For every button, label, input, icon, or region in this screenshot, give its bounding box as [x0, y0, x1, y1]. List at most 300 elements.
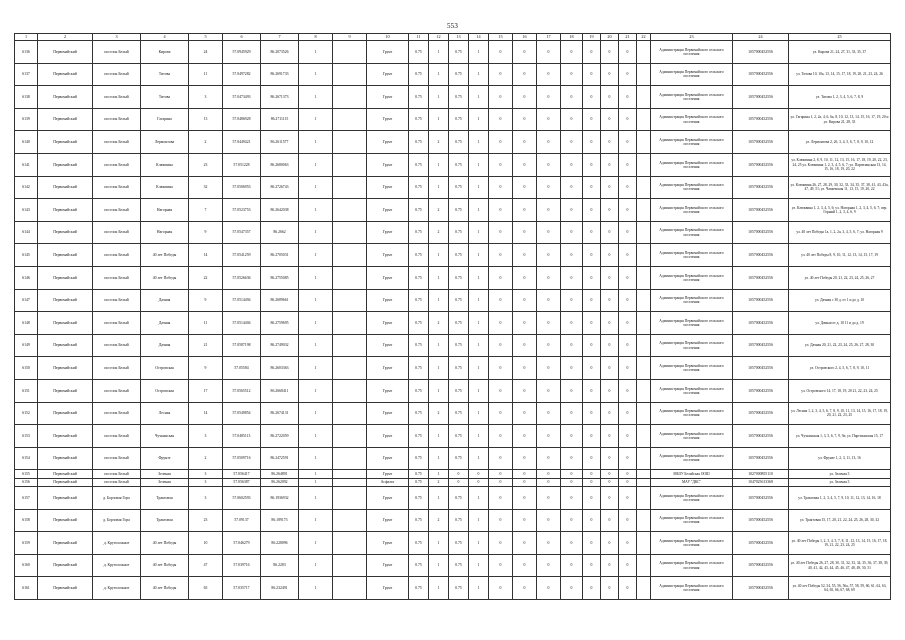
table-cell: Грунт: [367, 176, 409, 199]
table-cell: 0: [513, 289, 537, 312]
table-cell: 0: [537, 312, 561, 335]
table-cell: Асфальт: [367, 478, 409, 486]
table-cell: Грунт: [367, 63, 409, 86]
table-cell: 1: [469, 153, 489, 176]
table-cell: 0.75: [409, 447, 429, 470]
table-cell: 23: [189, 509, 223, 532]
table-cell: 86.2722059: [261, 425, 299, 448]
table-cell: 0.75: [409, 153, 429, 176]
table-cell: 0: [619, 577, 637, 600]
table-cell: ул. Трактовая 15, 17, 20, 21, 22, 24, 25, 26, 28, 30, 32: [789, 509, 891, 532]
table-cell: 0: [513, 108, 537, 131]
table-cell: Первомайский: [38, 131, 93, 154]
table-cell: 0: [601, 289, 619, 312]
table-cell: 0: [583, 509, 601, 532]
table-cell: 0.75: [409, 357, 429, 380]
table-cell: 6151: [15, 379, 38, 402]
table-cell: 86.2759695: [261, 312, 299, 335]
table-cell: 1: [429, 289, 449, 312]
table-cell: [637, 509, 651, 532]
table-cell: 86.232491: [261, 577, 299, 600]
table-cell: Грунт: [367, 334, 409, 357]
table-cell: 0: [561, 41, 583, 64]
table-cell: Грунт: [367, 402, 409, 425]
table-cell: Администрация Первомайского сельского поселения: [651, 554, 733, 577]
table-cell: Первомайский: [38, 266, 93, 289]
column-header: 12: [429, 34, 449, 41]
table-cell: Зеленая: [141, 478, 189, 486]
table-cell: 1057000452556: [733, 487, 789, 510]
table-cell: 1: [299, 487, 333, 510]
table-cell: 1057000452556: [733, 199, 789, 222]
column-header: 6: [223, 34, 261, 41]
table-cell: Администрация Первомайского сельского поселения: [651, 509, 733, 532]
table-cell: 21: [189, 334, 223, 357]
table-cell: 1: [429, 334, 449, 357]
table-cell: 1: [299, 153, 333, 176]
table-cell: 9: [189, 357, 223, 380]
table-cell: Первомайский: [38, 532, 93, 555]
table-cell: 57.0497282: [223, 63, 261, 86]
table-cell: 1: [429, 153, 449, 176]
table-cell: 0: [619, 357, 637, 380]
table-cell: 1: [429, 487, 449, 510]
table-cell: 57.0547357: [223, 221, 261, 244]
table-cell: 0.75: [449, 577, 469, 600]
table-cell: ул. Зеленая 3: [789, 478, 891, 486]
table-cell: 0: [601, 63, 619, 86]
table-cell: 3: [189, 487, 223, 510]
table-cell: [637, 86, 651, 109]
table-cell: 0: [489, 266, 513, 289]
table-cell: Дачная: [141, 289, 189, 312]
table-cell: 86.1936932: [261, 487, 299, 510]
table-cell: 0: [583, 289, 601, 312]
column-header: 25: [789, 34, 891, 41]
table-cell: 0: [561, 244, 583, 267]
table-cell: 6153: [15, 425, 38, 448]
table-cell: МБОУ Белайская ООШ: [651, 470, 733, 478]
table-cell: д. Борзовая Гора: [93, 487, 141, 510]
table-cell: поселок Белый: [93, 131, 141, 154]
table-cell: 0.75: [449, 379, 469, 402]
table-cell: Грунт: [367, 131, 409, 154]
table-cell: ул. 40 лет Победы 1, 2, 3, 4, 5, 7, 8, 11, 12, 13, 14, 15, 16, 17, 18, 19, 21, 22, 23, 24, 25: [789, 532, 891, 555]
table-cell: 0: [583, 131, 601, 154]
table-cell: 1027000855110: [733, 470, 789, 478]
table-cell: 0.75: [409, 470, 429, 478]
table-cell: 0: [619, 153, 637, 176]
table-cell: 0.75: [449, 266, 469, 289]
table-cell: 0: [619, 312, 637, 335]
table-cell: [637, 532, 651, 555]
table-cell: 0: [583, 447, 601, 470]
table-cell: Администрация Первомайского сельского поселения: [651, 334, 733, 357]
table-row: [15, 63, 891, 86]
table-cell: 0: [619, 554, 637, 577]
table-cell: 86.2689661: [261, 289, 299, 312]
table-cell: 57.0541259: [223, 244, 261, 267]
table-cell: Администрация Первомайского сельского поселения: [651, 357, 733, 380]
table-cell: 86.2726743: [261, 176, 299, 199]
table-cell: Администрация Первомайского сельского поселения: [651, 447, 733, 470]
table-cell: поселок Белый: [93, 357, 141, 380]
table-cell: [333, 509, 367, 532]
table-row: [15, 425, 891, 448]
table-cell: Островская: [141, 379, 189, 402]
column-header: 14: [469, 34, 489, 41]
table-cell: 0: [537, 131, 561, 154]
table-cell: 0: [583, 41, 601, 64]
table-cell: ул. Клюквина 2, 8, 9, 10, 11, 12, 13, 15, 16, 17, 18, 19, 20, 22, 23, 24, 25 ул. Клюквина 1, 2, 3, 4, 5, 6, 7; ул. Партизанская 13, 14, 15, 16, 18, 19, 20, 22: [789, 153, 891, 176]
table-cell: 0: [601, 108, 619, 131]
table-cell: ул. 40 лет Победы 52, 54, 55, 56, 56а, 57, 58, 59, 60, 61, 62, 63, 64, 65, 66, 67, 68, 69: [789, 577, 891, 600]
table-cell: 0: [513, 176, 537, 199]
table-cell: 0: [601, 532, 619, 555]
table-cell: 0.75: [409, 577, 429, 600]
table-cell: 0: [601, 334, 619, 357]
table-cell: 57.0509716: [223, 447, 261, 470]
table-cell: 0: [489, 357, 513, 380]
table-cell: 0: [619, 289, 637, 312]
table-cell: 0: [583, 532, 601, 555]
table-cell: Трактовая: [141, 487, 189, 510]
table-cell: 1: [429, 63, 449, 86]
table-cell: 0: [537, 478, 561, 486]
table-cell: 1: [469, 577, 489, 600]
table-cell: 86.2283: [261, 554, 299, 577]
table-cell: 1057000452556: [733, 86, 789, 109]
table-cell: ул. Титова 1, 2, 3, 4, 5, 6, 7, 8, 9: [789, 86, 891, 109]
table-cell: д. Борзовая Гора: [93, 509, 141, 532]
table-cell: поселок Белый: [93, 63, 141, 86]
table-cell: 0: [601, 478, 619, 486]
table-row: [15, 131, 891, 154]
table-cell: 0: [537, 266, 561, 289]
table-cell: ул. Дачная от д. 10 11 и до д. 19: [789, 312, 891, 335]
table-cell: 86.2680063: [261, 153, 299, 176]
table-cell: 0: [561, 478, 583, 486]
table-cell: Администрация Первомайского сельского поселения: [651, 41, 733, 64]
table-cell: 0: [619, 41, 637, 64]
table-cell: Грунт: [367, 379, 409, 402]
table-cell: 1: [469, 554, 489, 577]
table-cell: 0: [561, 199, 583, 222]
table-cell: 0: [537, 41, 561, 64]
table-cell: 57.0945929: [223, 41, 261, 64]
table-cell: 86.2642038: [261, 199, 299, 222]
table-cell: 6144: [15, 221, 38, 244]
table-cell: [637, 244, 651, 267]
table-cell: 0: [561, 153, 583, 176]
register-table: [14, 33, 891, 600]
table-cell: 0: [619, 447, 637, 470]
table-cell: 6161: [15, 577, 38, 600]
table-cell: ул. Островского 14, 17, 18, 19, 20 21, 22, 23, 24, 25: [789, 379, 891, 402]
table-cell: Первомайский: [38, 199, 93, 222]
table-row: [15, 357, 891, 380]
table-cell: 1057000452556: [733, 176, 789, 199]
table-cell: 0: [561, 357, 583, 380]
table-cell: 0: [583, 153, 601, 176]
table-cell: 86.2662: [261, 221, 299, 244]
table-cell: 0: [449, 470, 469, 478]
table-cell: 11: [189, 63, 223, 86]
table-cell: [637, 357, 651, 380]
table-cell: Администрация Первомайского сельского поселения: [651, 402, 733, 425]
table-cell: поселок Белый: [93, 289, 141, 312]
table-cell: 0: [601, 153, 619, 176]
table-cell: 6150: [15, 357, 38, 380]
table-cell: 0: [513, 402, 537, 425]
table-cell: 14: [189, 402, 223, 425]
column-header: 22: [637, 34, 651, 41]
table-cell: 1: [469, 402, 489, 425]
table-cell: ул. 40 лет Победы 20, 21, 22, 23, 24, 25, 26, 27: [789, 266, 891, 289]
table-cell: 0: [561, 176, 583, 199]
table-cell: 1: [299, 478, 333, 486]
table-cell: 0.75: [449, 554, 469, 577]
table-cell: 0: [561, 577, 583, 600]
table-cell: 0.75: [449, 221, 469, 244]
table-row: [15, 41, 891, 64]
table-cell: Лермонтова: [141, 131, 189, 154]
table-cell: Первомайский: [38, 379, 93, 402]
table-cell: 0.75: [409, 532, 429, 555]
table-cell: 1: [469, 289, 489, 312]
table-cell: Первомайский: [38, 447, 93, 470]
table-cell: 0: [583, 221, 601, 244]
table-cell: 0: [489, 478, 513, 486]
table-cell: 1: [299, 379, 333, 402]
table-cell: 0: [489, 289, 513, 312]
table-cell: 0: [619, 532, 637, 555]
table-cell: 0.75: [449, 509, 469, 532]
table-cell: 0: [537, 176, 561, 199]
table-cell: Грунт: [367, 554, 409, 577]
table-cell: 1057000452556: [733, 379, 789, 402]
table-cell: 6159: [15, 532, 38, 555]
table-cell: 0: [489, 402, 513, 425]
table-cell: 57.056417: [223, 470, 261, 478]
table-cell: 0.75: [409, 334, 429, 357]
table-cell: 0.75: [449, 86, 469, 109]
table-cell: 86.2671373: [261, 86, 299, 109]
table-cell: Кирова: [141, 41, 189, 64]
table-cell: поселок Белый: [93, 176, 141, 199]
table-cell: 86.2711115: [261, 108, 299, 131]
table-cell: Лесная: [141, 402, 189, 425]
table-cell: 0: [537, 244, 561, 267]
table-cell: Первомайский: [38, 244, 93, 267]
table-cell: 0: [583, 86, 601, 109]
column-header: 24: [733, 34, 789, 41]
table-cell: Титова: [141, 63, 189, 86]
table-cell: [637, 312, 651, 335]
table-cell: 6156: [15, 478, 38, 486]
table-cell: 57.0602593: [223, 487, 261, 510]
table-cell: 3: [189, 425, 223, 448]
table-cell: 57.0514494: [223, 289, 261, 312]
table-cell: [637, 554, 651, 577]
table-cell: 0: [537, 108, 561, 131]
table-cell: 0.75: [409, 199, 429, 222]
table-cell: 6154: [15, 447, 38, 470]
column-header: 21: [619, 34, 637, 41]
table-cell: 1: [469, 63, 489, 86]
table-cell: Первомайский: [38, 470, 93, 478]
table-cell: 1: [469, 379, 489, 402]
table-cell: поселок Белый: [93, 244, 141, 267]
table-cell: 0: [601, 199, 619, 222]
table-cell: 1: [429, 244, 449, 267]
table-cell: 0: [561, 289, 583, 312]
table-cell: 57.0486928: [223, 108, 261, 131]
table-row: [15, 312, 891, 335]
table-cell: 0: [489, 63, 513, 86]
table-cell: 1: [469, 86, 489, 109]
table-cell: 0.75: [409, 402, 429, 425]
table-row: [15, 447, 891, 470]
table-cell: 0.75: [409, 266, 429, 289]
table-cell: [637, 63, 651, 86]
table-cell: поселок Белый: [93, 447, 141, 470]
table-cell: 0: [513, 487, 537, 510]
table-cell: 0: [537, 532, 561, 555]
table-cell: 0: [583, 470, 601, 478]
table-cell: 0.75: [449, 199, 469, 222]
table-cell: 1: [299, 131, 333, 154]
table-cell: 2: [189, 131, 223, 154]
table-cell: МАУ "ДКС": [651, 478, 733, 486]
table-cell: [333, 334, 367, 357]
table-cell: 1: [469, 532, 489, 555]
table-cell: 7: [189, 199, 223, 222]
column-header: 16: [513, 34, 537, 41]
table-cell: 1: [299, 244, 333, 267]
column-header: 13: [449, 34, 469, 41]
table-cell: 0: [489, 470, 513, 478]
table-cell: 0: [619, 176, 637, 199]
table-cell: ул. Кирова 21, 24, 27, 31, 33, 35, 37: [789, 41, 891, 64]
table-cell: 0.75: [449, 334, 469, 357]
table-cell: 1: [429, 176, 449, 199]
table-cell: 1057000452556: [733, 447, 789, 470]
table-cell: Клюквина: [141, 176, 189, 199]
table-cell: 57.0473493: [223, 86, 261, 109]
table-cell: 0: [489, 425, 513, 448]
table-cell: 0: [561, 379, 583, 402]
table-cell: ул. Клюквина 26, 27, 28, 29, 30, 32, 33, 34, 35, 37, 38, 41, 43, 43а, 47, 49, 51; ул. Чапаевская 11, 13, 15, 19, 20, 22: [789, 176, 891, 199]
table-cell: ул. 40 лет Победы 1а, 1, 2, 2а, 3, 4, 5, 6, 7; ул. Нагорная 9: [789, 221, 891, 244]
table-cell: 0: [601, 312, 619, 335]
table-cell: 0: [489, 509, 513, 532]
table-cell: 0.75: [449, 447, 469, 470]
table-cell: 57.0565512: [223, 379, 261, 402]
table-cell: 1: [299, 41, 333, 64]
table-cell: 6142: [15, 176, 38, 199]
table-cell: 0: [513, 509, 537, 532]
table-cell: 0: [489, 41, 513, 64]
table-cell: 0: [619, 199, 637, 222]
table-cell: ул. Дачная с 30 д. от 1 и до д. 10: [789, 289, 891, 312]
table-cell: 1: [429, 532, 449, 555]
table-cell: 0.75: [409, 244, 429, 267]
table-cell: 0: [561, 554, 583, 577]
table-cell: 11: [189, 312, 223, 335]
table-cell: 0: [513, 312, 537, 335]
table-cell: [333, 153, 367, 176]
table-cell: Первомайский: [38, 153, 93, 176]
table-cell: Зеленая: [141, 470, 189, 478]
table-cell: Грунт: [367, 470, 409, 478]
table-cell: 0: [619, 108, 637, 131]
table-cell: 2: [189, 447, 223, 470]
table-cell: Первомайский: [38, 487, 93, 510]
table-cell: Трактовая: [141, 509, 189, 532]
table-cell: [333, 312, 367, 335]
table-cell: 1057000452556: [733, 41, 789, 64]
table-cell: 0: [561, 532, 583, 555]
table-cell: 1: [469, 244, 489, 267]
table-cell: 0: [583, 176, 601, 199]
table-cell: 1: [299, 266, 333, 289]
table-cell: 23: [189, 153, 223, 176]
table-cell: 1: [469, 509, 489, 532]
table-cell: 1: [469, 266, 489, 289]
table-cell: 0: [489, 244, 513, 267]
table-cell: 0: [537, 199, 561, 222]
table-cell: 6158: [15, 509, 38, 532]
table-cell: [333, 478, 367, 486]
table-row: [15, 244, 891, 267]
table-cell: 57.0514404: [223, 312, 261, 335]
table-cell: поселок Белый: [93, 41, 141, 64]
table-cell: 6152: [15, 402, 38, 425]
table-cell: 0: [489, 379, 513, 402]
table-cell: 6155: [15, 470, 38, 478]
table-cell: 0: [561, 402, 583, 425]
table-cell: 0: [619, 478, 637, 486]
table-cell: 86.2749032: [261, 334, 299, 357]
table-cell: Грунт: [367, 41, 409, 64]
table-cell: Администрация Первомайского сельского поселения: [651, 221, 733, 244]
table-cell: [333, 470, 367, 478]
table-cell: Грунт: [367, 108, 409, 131]
table-cell: 22: [189, 266, 223, 289]
table-cell: 1: [299, 108, 333, 131]
table-row: [15, 487, 891, 510]
table-cell: Первомайский: [38, 334, 93, 357]
table-cell: [637, 176, 651, 199]
column-header: 5: [189, 34, 223, 41]
table-cell: 0: [619, 334, 637, 357]
table-cell: 6139: [15, 108, 38, 131]
table-cell: 0.75: [409, 312, 429, 335]
table-cell: 0: [583, 63, 601, 86]
table-cell: 40 лет Победы: [141, 554, 189, 577]
table-cell: 0.75: [449, 108, 469, 131]
table-cell: 0: [619, 487, 637, 510]
table-cell: 1: [469, 357, 489, 380]
table-cell: 0: [489, 447, 513, 470]
table-cell: 0: [513, 577, 537, 600]
table-cell: [637, 108, 651, 131]
table-cell: Администрация Первомайского сельского поселения: [651, 244, 733, 267]
table-cell: 1: [429, 470, 449, 478]
table-cell: 0: [601, 131, 619, 154]
column-header: 18: [561, 34, 583, 41]
